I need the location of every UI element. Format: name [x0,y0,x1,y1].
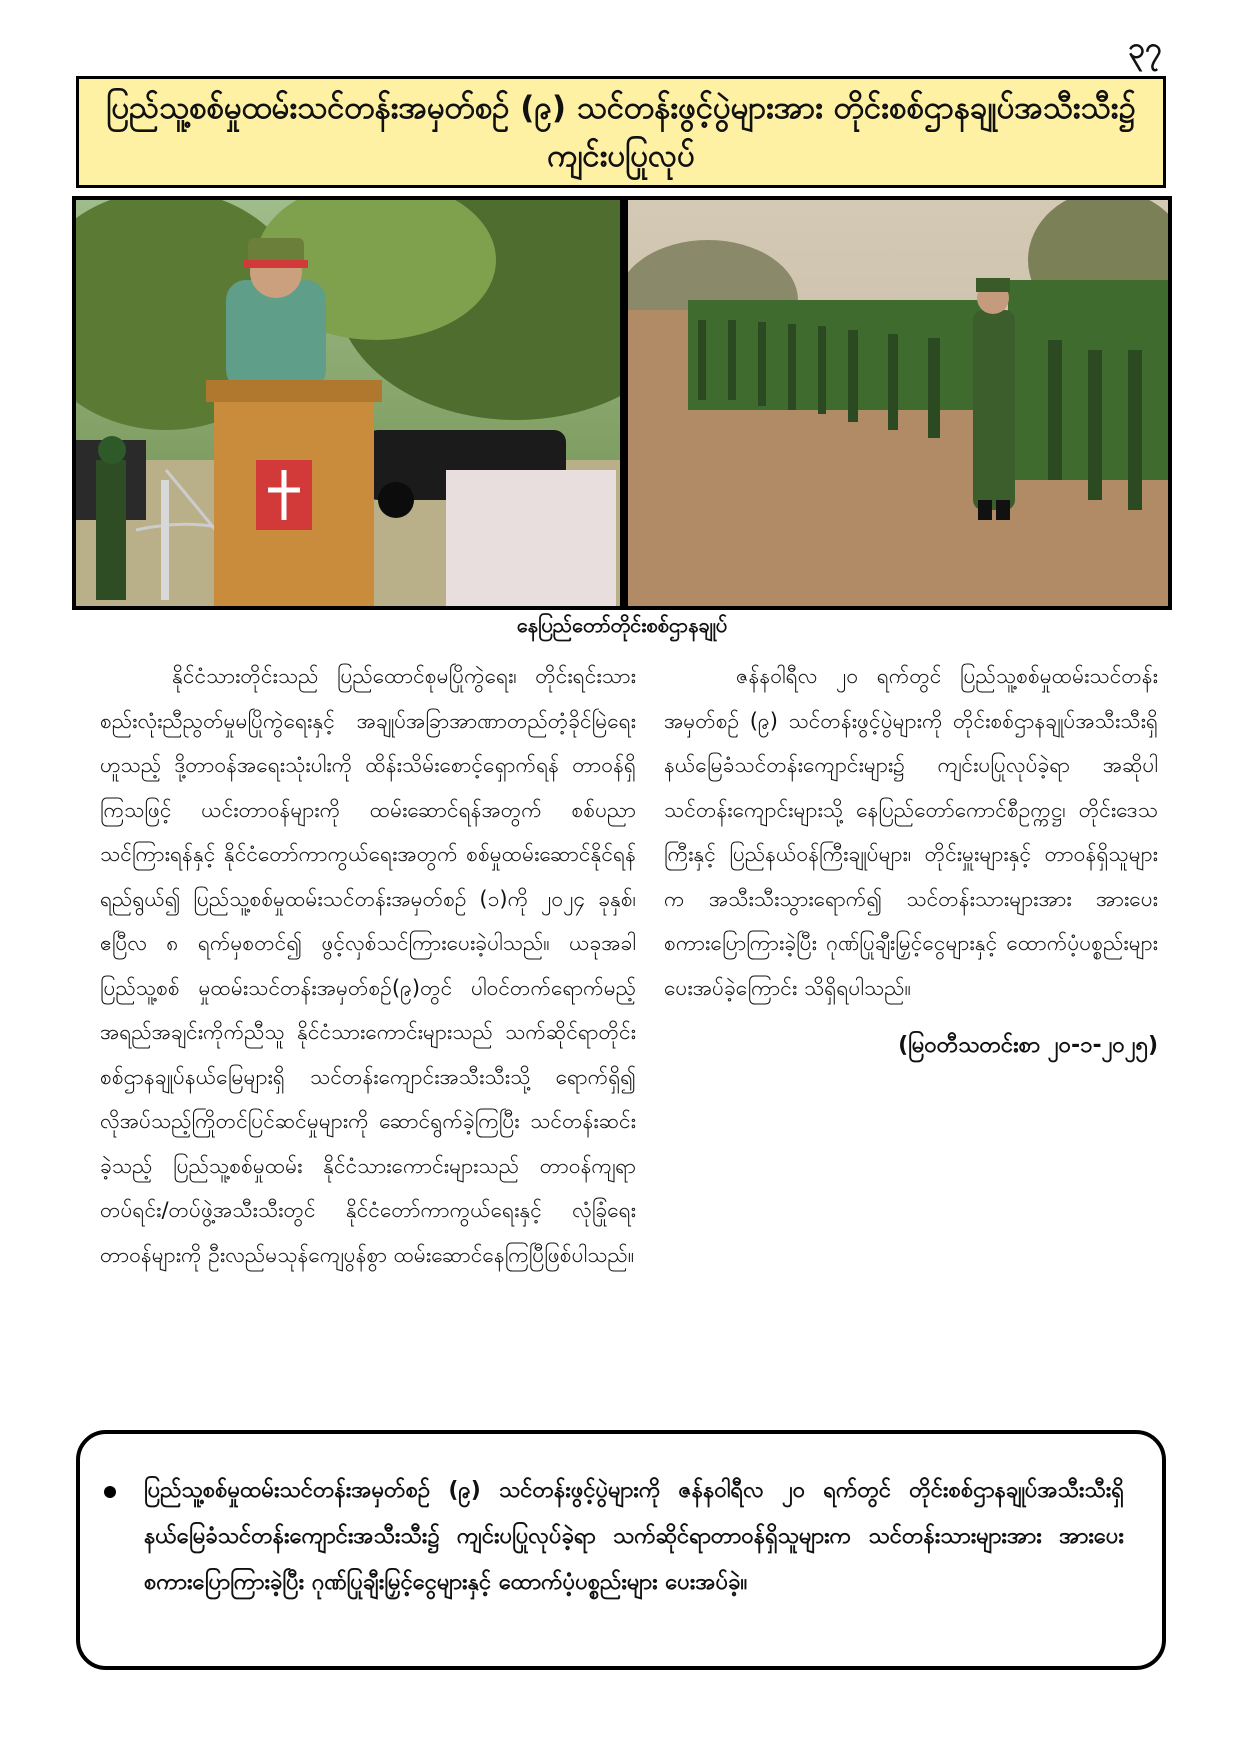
page-number: ၃၇ [1128,31,1162,66]
photo-caption: နေပြည်တော်တိုင်းစစ်ဌာနချုပ် [516,613,728,637]
left-paragraph: နိုင်ငံသားတိုင်းသည် ပြည်ထောင်စုမပြိုကွဲရေး၊ တိုင်းရင်းသားစည်းလုံးညီညွတ်မှုမပြိုကွဲရေးနှင့် အချုပ်အခြာအာဏာတည်တံ့ခိုင်မြဲရေးဟူသည့် ဒို့တာဝန်အရေးသုံးပါးကို ထိန်းသိမ်းစောင့်ရှောက်ရန် တာဝန်ရှိကြသဖြင့် ယင်းတာဝန်များကို ထမ်းဆောင်ရန်အတွက် စစ်ပညာသင်ကြားရန်နှင့် နိုင်ငံတော်ကာကွယ်ရေးအတွက် စစ်မှုထမ်းဆောင်နိုင်ရန် ရည်ရွယ်၍ ပြည်သူ့စစ်မှုထမ်းသင်တန်းအမှတ်စဉ် (၁)ကို ၂၀၂၄ ခုနှစ်၊ ဧပြီလ ၈ ရက်မှစတင်၍ ဖွင့်လှစ်သင်ကြားပေးခဲ့ပါသည်။ ယခုအခါ ပြည်သူ့စစ် မှုထမ်းသင်တန်းအမှတ်စဉ်(၉)တွင် ပါဝင်တက်ရောက်မည့် အရည်အချင်းကိုက်ညီသူ နိုင်ငံသားကောင်းများသည် သက်ဆိုင်ရာတိုင်းစစ်ဌာနချုပ်နယ်မြေများရှိ သင်တန်းကျောင်းအသီးသီးသို့ ရောက်ရှိ၍ လိုအပ်သည့်ကြိုတင်ပြင်ဆင်မှုများကို ဆောင်ရွက်ခဲ့ကြပြီး သင်တန်းဆင်းခဲ့သည့် ပြည်သူ့စစ်မှုထမ်း နိုင်ငံသားကောင်းများသည် တာဝန်ကျရာ တပ်ရင်း/တပ်ဖွဲ့အသီးသီးတွင် နိုင်ငံတော်ကာကွယ်ရေးနှင့် လုံခြုံရေးတာဝန်များကို ဦးလည်မသုန်ကျေပွန်စွာ ထမ်းဆောင်နေကြပြီဖြစ်ပါသည်။ [100,664,636,1267]
left-column [100,654,636,1277]
summary-text: ပြည်သူ့စစ်မှုထမ်းသင်တန်းအမှတ်စဉ် (၉) သင်တန်းဖွင့်ပွဲများကို ဇန်နဝါရီလ ၂၀ ရက်တွင် တိုင်းစစ်ဌာနချုပ်အသီးသီးရှိ နယ်မြေခံသင်တန်းကျောင်းအသီးသီး၌ ကျင်းပပြုလုပ်ခဲ့ရာ သက်ဆိုင်ရာတာဝန်ရှိသူများက သင်တန်းသားများအား အားပေးစကားပြောကြားခဲ့ပြီး ဂုဏ်ပြုချီးမြှင့်ငွေများနှင့် ထောက်ပံ့ပစ္စည်းများ ပေးအပ်ခဲ့။ [144,1478,1124,1595]
bullet-icon [104,1486,116,1498]
soldiers-in-formation-photo [628,200,1168,606]
news-source: (မြဝတီသတင်းစာ ၂၀-၁-၂၀၂၅) [898,1033,1158,1058]
right-paragraph: ဇန်နဝါရီလ ၂၀ ရက်တွင် ပြည်သူ့စစ်မှုထမ်းသင်တန်းအမှတ်စဉ် (၉) သင်တန်းဖွင့်ပွဲများကို တိုင်းစစ်ဌာနချုပ်အသီးသီးရှိ နယ်မြေခံသင်တန်းကျောင်းများ၌ ကျင်းပပြုလုပ်ခဲ့ရာ အဆိုပါသင်တန်းကျောင်းများသို့ နေပြည်တော်ကောင်စီဥက္ကဋ္ဌ၊ တိုင်းဒေသကြီးနှင့် ပြည်နယ်ဝန်ကြီးချုပ်များ၊ တိုင်းမှူးများနှင့် တာဝန်ရှိသူများက အသီးသီးသွားရောက်၍ သင်တန်းသားများအား အားပေးစကားပြောကြားခဲ့ပြီး ဂုဏ်ပြုချီးမြှင့်ငွေများနှင့် ထောက်ပံ့ပစ္စည်းများ ပေးအပ်ခဲ့ကြောင်း သိရှိရပါသည်။ [664,664,1158,1000]
title-box [76,76,1166,188]
photo-frame [72,196,1172,610]
right-column [664,654,1158,1010]
article-title: ပြည်သူ့စစ်မှုထမ်းသင်တန်းအမှတ်စဉ် (၉) သင်တန်းဖွင့်ပွဲများအား တိုင်းစစ်ဌာနချုပ်အသီးသီး၌ ကျင်းပပြုလုပ် [106,90,1136,174]
summary-box [76,1430,1166,1670]
officer-at-podium-photo [76,200,620,606]
